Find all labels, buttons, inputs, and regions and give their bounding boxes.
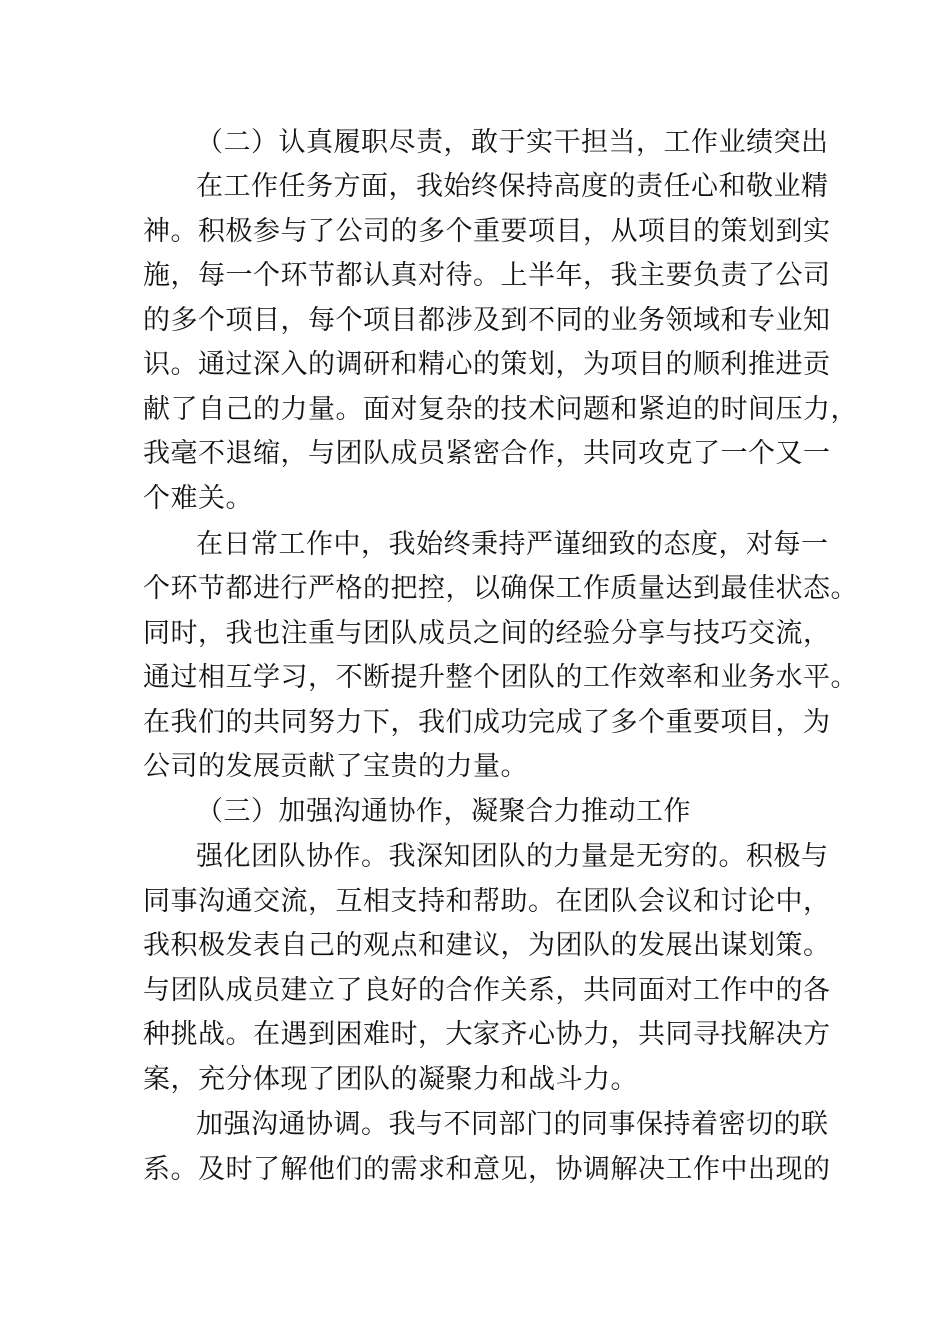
section-heading-3: （三）加强沟通协作，凝聚合力推动工作 <box>196 796 691 827</box>
paragraph-line: 个环节都进行严格的把控，以确保工作质量达到最佳状态。 <box>143 573 858 604</box>
paragraph-line: 在日常工作中，我始终秉持严谨细致的态度，对每一 <box>196 529 829 560</box>
paragraph-line: 同事沟通交流，互相支持和帮助。在团队会议和讨论中， <box>143 886 831 917</box>
paragraph-line: 在我们的共同努力下，我们成功完成了多个重要项目，为 <box>143 707 831 738</box>
paragraph-line: 献了自己的力量。面对复杂的技术问题和紧迫的时间压力， <box>143 394 858 425</box>
paragraph-line: 案，充分体现了团队的凝聚力和战斗力。 <box>143 1064 638 1095</box>
paragraph-line: 在工作任务方面，我始终保持高度的责任心和敬业精 <box>196 171 829 202</box>
paragraph-line: 与团队成员建立了良好的合作关系，共同面对工作中的各 <box>143 975 831 1006</box>
paragraph-line: 种挑战。在遇到困难时，大家齐心协力，共同寻找解决方 <box>143 1019 831 1050</box>
paragraph-line: 个难关。 <box>143 483 253 514</box>
paragraph-line: 识。通过深入的调研和精心的策划，为项目的顺利推进贡 <box>143 349 831 380</box>
paragraph-line: 我毫不退缩，与团队成员紧密合作，共同攻克了一个又一 <box>143 438 831 469</box>
paragraph-line: 我积极发表自己的观点和建议，为团队的发展出谋划策。 <box>143 930 831 961</box>
paragraph-line: 加强沟通协调。我与不同部门的同事保持着密切的联 <box>196 1109 829 1140</box>
paragraph-line: 系。及时了解他们的需求和意见，协调解决工作中出现的 <box>143 1154 831 1185</box>
paragraph-line: 同时，我也注重与团队成员之间的经验分享与技巧交流， <box>143 618 831 649</box>
paragraph-line: 神。积极参与了公司的多个重要项目，从项目的策划到实 <box>143 216 831 247</box>
paragraph-line: 公司的发展贡献了宝贵的力量。 <box>143 751 528 782</box>
paragraph-line: 施，每一个环节都认真对待。上半年，我主要负责了公司 <box>143 260 831 291</box>
paragraph-line: 通过相互学习，不断提升整个团队的工作效率和业务水平。 <box>143 662 858 693</box>
paragraph-line: 的多个项目，每个项目都涉及到不同的业务领域和专业知 <box>143 305 831 336</box>
paragraph-line: 强化团队协作。我深知团队的力量是无穷的。积极与 <box>196 841 829 872</box>
section-heading-2: （二）认真履职尽责，敢于实干担当，工作业绩突出 <box>196 127 829 158</box>
